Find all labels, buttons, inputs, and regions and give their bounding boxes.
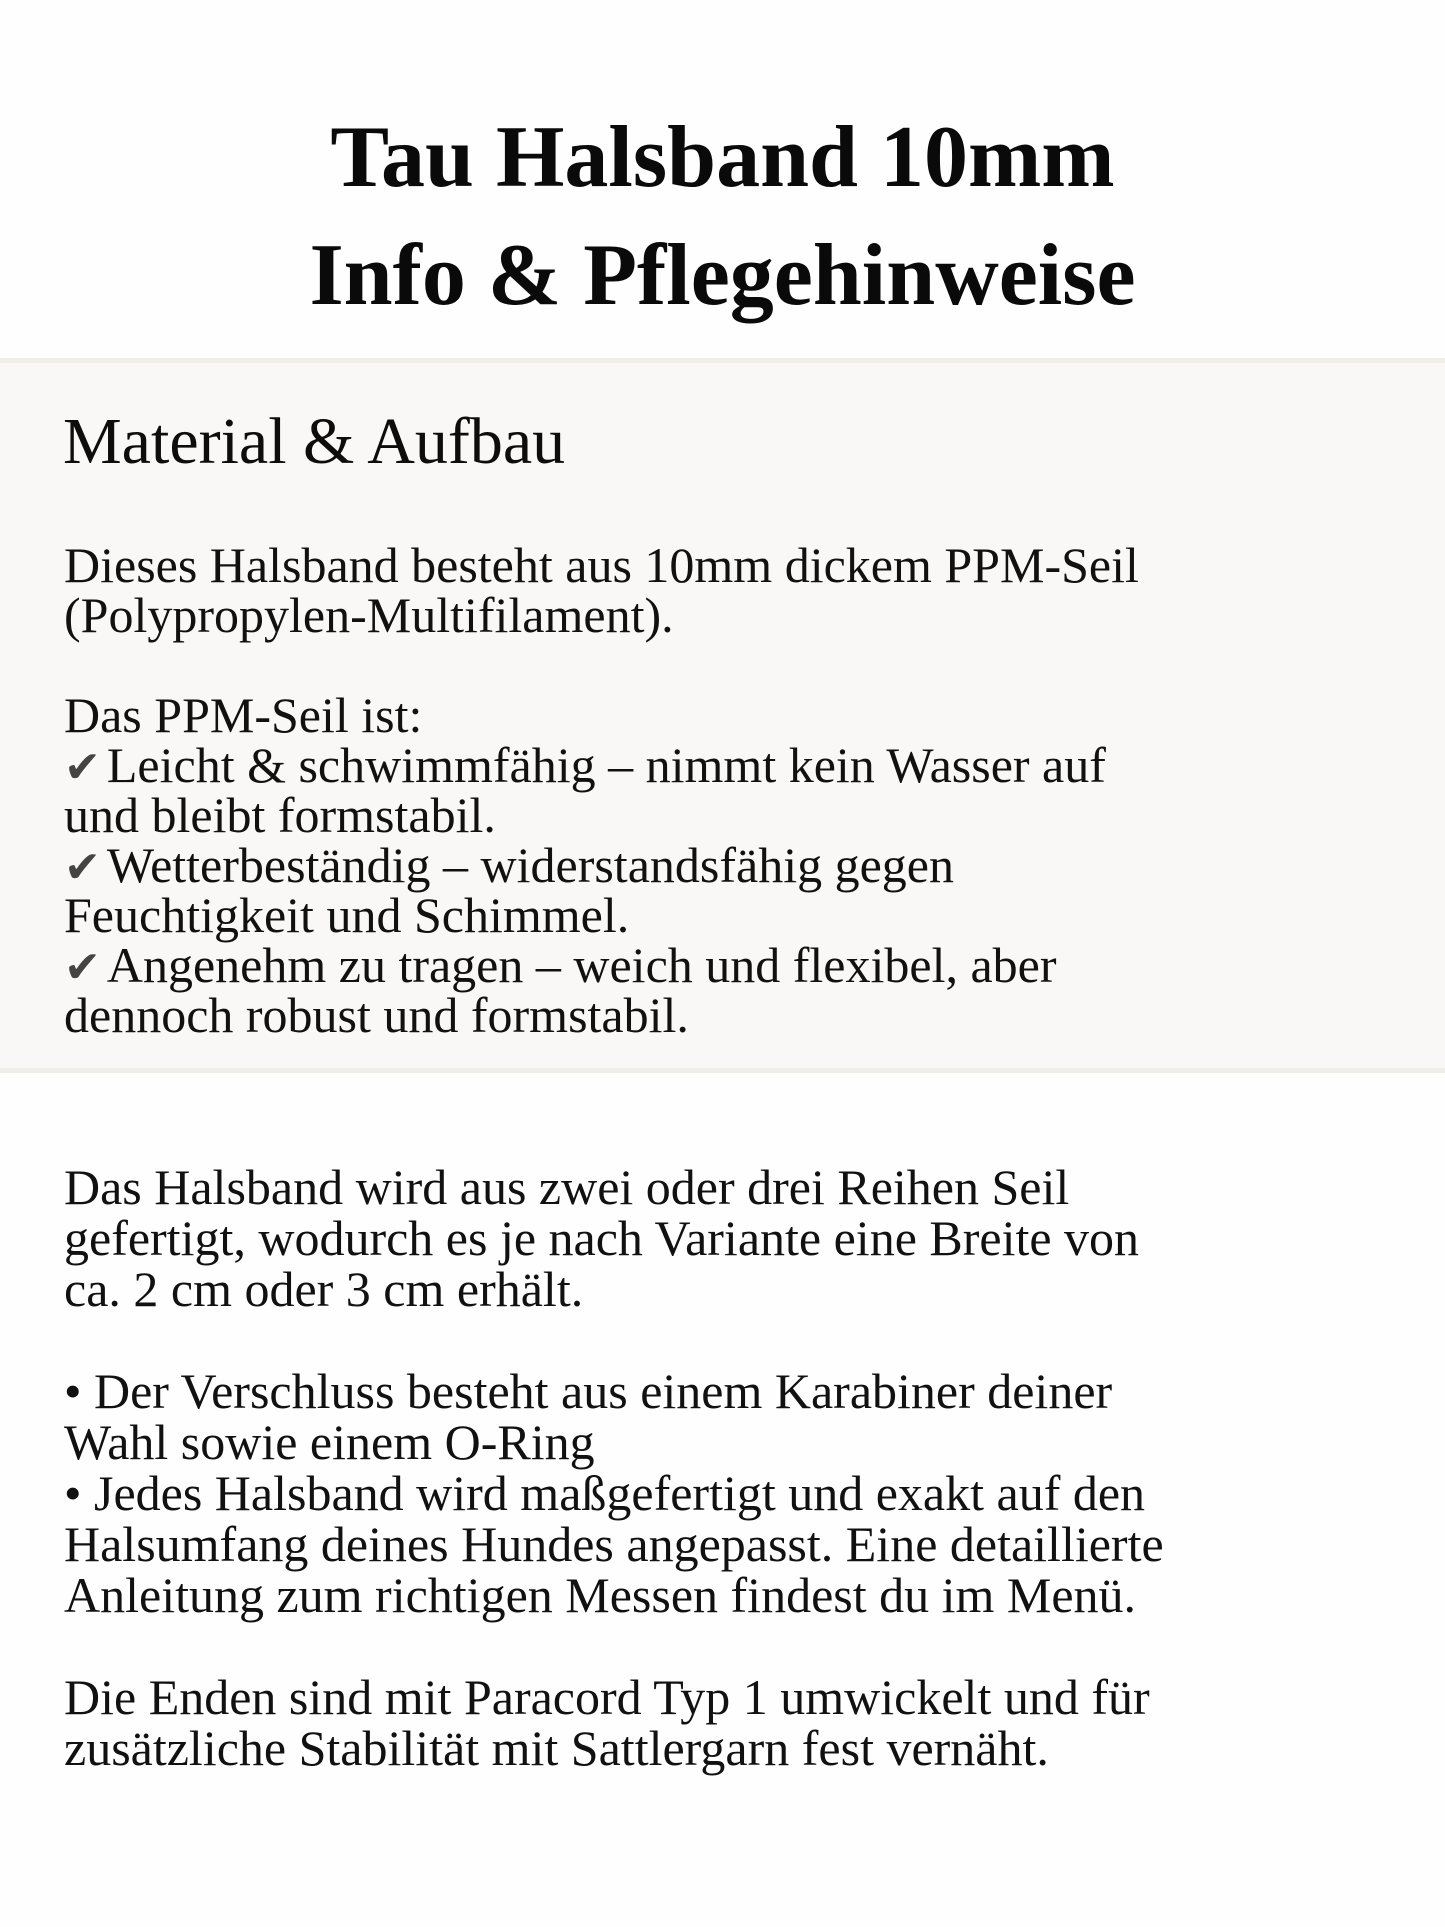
feature-text: Angenehm zu tragen – weich und flexibel, aber — [106, 937, 1057, 993]
check-icon: ✔ — [64, 842, 101, 893]
check-icon: ✔ — [64, 942, 101, 993]
feature-item — [64, 837, 954, 893]
bullet-item-clasp-continuation: Wahl sowie einem O-Ring — [64, 1414, 595, 1470]
page-title-line-2: Info & Pflegehinweise — [309, 227, 1136, 324]
closing-line: zusätzliche Stabilität mit Sattlergarn fest vernäht. — [64, 1720, 1049, 1776]
feature-item — [64, 737, 1106, 793]
feature-text: Leicht & schwimmfähig – nimmt kein Wasser auf — [106, 737, 1106, 793]
feature-item — [64, 937, 1057, 993]
intro-line: Dieses Halsband besteht aus 10mm dickem PPM-Seil — [64, 537, 1139, 593]
feature-item-continuation: dennoch robust und formstabil. — [64, 987, 689, 1043]
feature-item-continuation: und bleibt formstabil. — [64, 787, 496, 843]
check-icon: ✔ — [64, 742, 101, 793]
intro-line: (Polypropylen-Multifilament). — [64, 587, 674, 643]
bullet-item-clasp: • Der Verschluss besteht aus einem Karabiner deiner — [64, 1363, 1113, 1419]
closing-line: Die Enden sind mit Paracord Typ 1 umwickelt und für — [64, 1669, 1150, 1725]
section-heading-material: Material & Aufbau — [63, 405, 566, 478]
construction-paragraph-line: ca. 2 cm oder 3 cm erhält. — [64, 1261, 584, 1317]
list-intro: Das PPM-Seil ist: — [64, 687, 423, 743]
feature-text: Wetterbeständig – widerstandsfähig gegen — [106, 837, 954, 893]
construction-paragraph-line: gefertigt, wodurch es je nach Variante eine Breite von — [64, 1210, 1140, 1266]
page-title-line-1: Tau Halsband 10mm — [330, 109, 1115, 206]
bullet-item-custom-fit: • Jedes Halsband wird maßgefertigt und exakt auf den — [64, 1465, 1146, 1521]
feature-item-continuation: Feuchtigkeit und Schimmel. — [64, 887, 630, 943]
bullet-item-custom-fit-continuation: Halsumfang deines Hundes angepasst. Eine detaillierte — [64, 1516, 1164, 1572]
bullet-item-custom-fit-continuation: Anleitung zum richtigen Messen findest du im Menü. — [64, 1567, 1137, 1623]
construction-paragraph-line: Das Halsband wird aus zwei oder drei Reihen Seil — [64, 1159, 1070, 1215]
